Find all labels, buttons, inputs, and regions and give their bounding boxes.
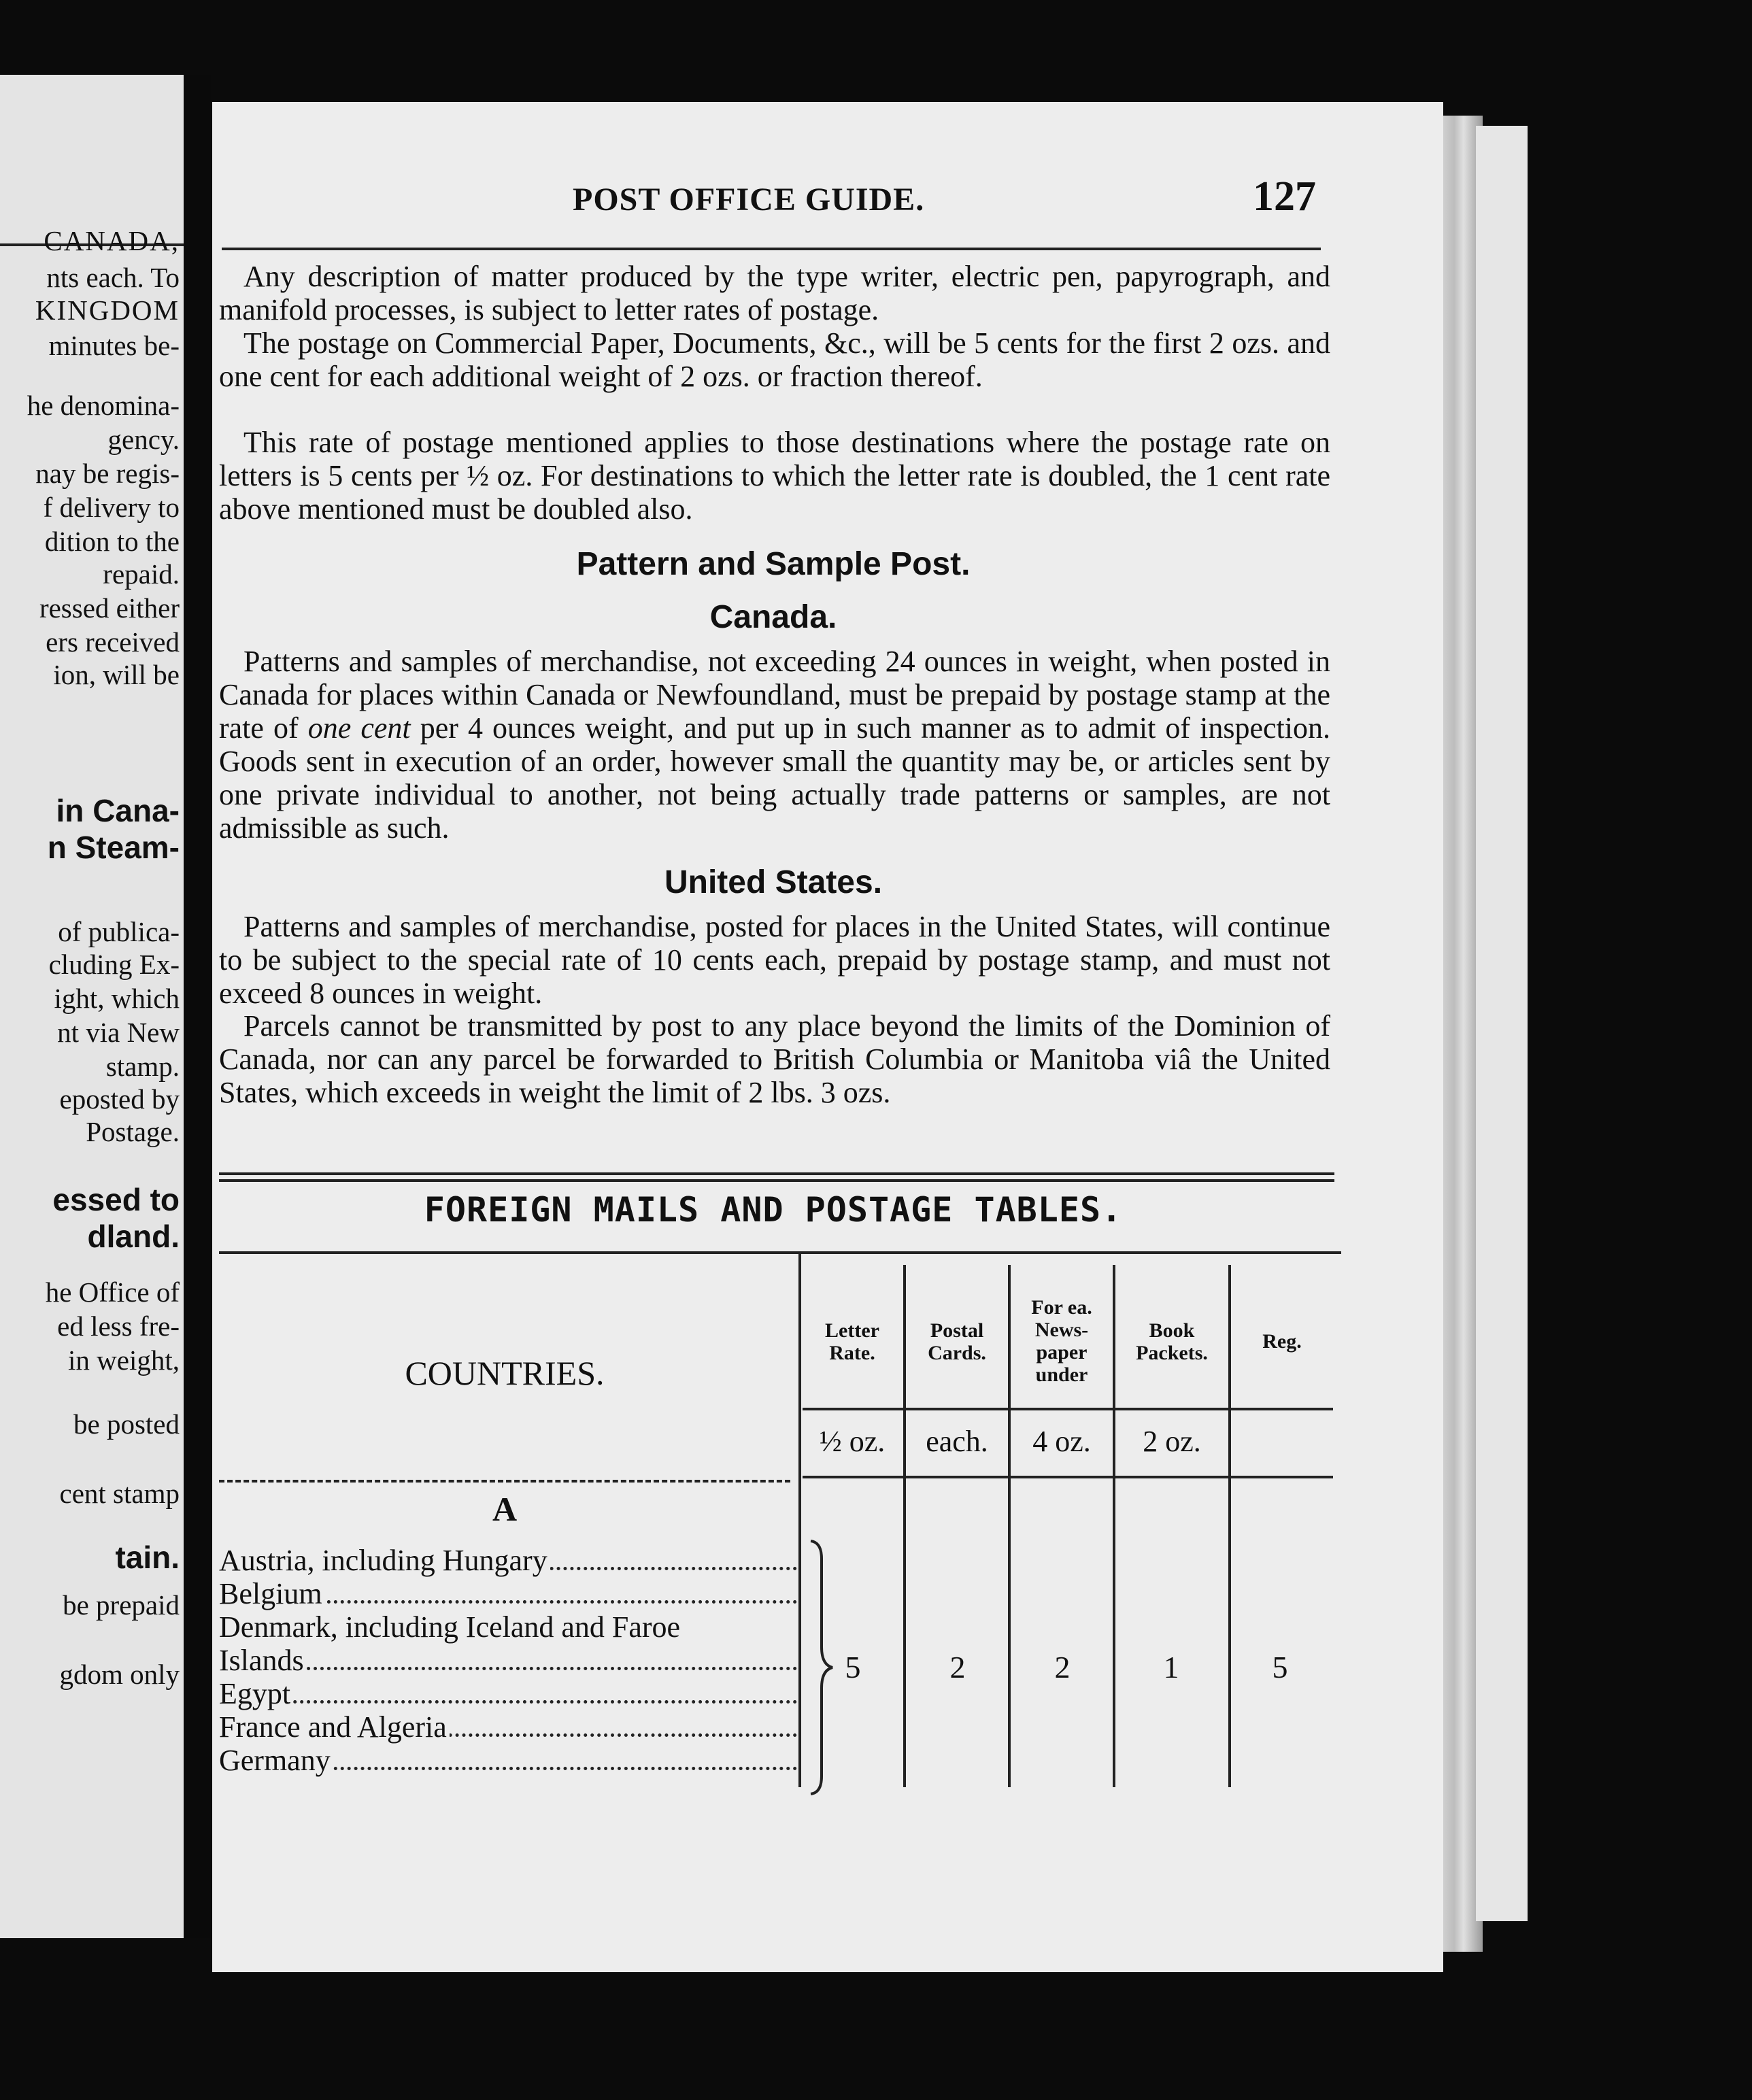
unit-book-packets: 2 oz. [1143,1425,1201,1458]
previous-page-text-fragment: tain. [115,1540,180,1575]
country-row: Denmark, including Iceland and Faroe [219,1610,797,1644]
previous-page-fragment [0,75,184,1938]
paragraph-typewriter: Any description of matter produced by the type writer, electric pen, papyrograph, and manifold processes, is subject to letter rates of postage. [219,260,1330,326]
previous-page-text-fragment: gdom only [59,1659,180,1690]
country-row: Austria, including Hungary [219,1544,797,1577]
previous-page-text-fragment: ion, will be [53,659,180,690]
section-rule-bottom [219,1179,1334,1182]
previous-page-text-fragment: he denomina- [27,390,180,421]
column-divider [1228,1265,1231,1787]
previous-page-text-fragment: KINGDOM [35,294,180,326]
heading-united-states: United States. [664,864,883,900]
column-divider [903,1265,906,1787]
country-row: Belgium [219,1577,797,1610]
previous-page-text-fragment: f delivery to [43,492,180,523]
rate-newspaper: 2 [1054,1650,1071,1684]
previous-page-text-fragment: Postage. [86,1116,180,1147]
rate-registration: 5 [1272,1650,1288,1684]
previous-page-text-fragment: repaid. [103,558,180,590]
unit-postal-cards: each. [926,1425,988,1458]
previous-page-text-fragment: in weight, [68,1344,180,1376]
unit-newspaper: 4 oz. [1032,1425,1091,1458]
previous-page-text-fragment: ers received [46,626,180,658]
paragraph-rate-doubling: This rate of postage mentioned applies to those destinations where the postage rate on letters is 5 cents per ½ oz. For destinations to which the letter rate is doubled, the 1 cent rate above mentioned must be doubled also. [219,426,1330,526]
paragraph-canada-patterns: Patterns and samples of merchandise, not exceeding 24 ounces in weight, when posted in Canada for places within Canada or Newfoundland, must be prepaid by postage stamp at the rate of one cent per 4 ounces weight, and put up in such manner as to admit of inspection. Goods sent in execution of an order, however small the quantity may be, or articles sent by one private individual to another, not being actually trade patterns or samples, are not admissible as such. [219,645,1330,845]
paragraph-parcels: Parcels cannot be transmitted by post to any place beyond the limits of the Dominion of Canada, nor can any parcel be forwarded to British Columbia or Manitoba viâ the United States, which exceeds in weight the limit of 2 lbs. 3 ozs. [219,1009,1330,1109]
country-row: Islands [219,1644,797,1677]
section-letter: A [492,1490,518,1528]
column-header-postal-cards: Postal Cards. [928,1319,986,1364]
page-number: 127 [1253,173,1316,220]
previous-page-text-fragment: he Office of [45,1276,180,1308]
unit-row-rule [803,1408,1333,1410]
page-127 [212,102,1443,1972]
previous-page-text-fragment: in Cana- [56,793,180,828]
previous-page-text-fragment: nts each. To [46,262,180,293]
previous-page-text-fragment: n Steam- [47,830,180,865]
column-header-book-packets: Book Packets. [1136,1319,1208,1364]
previous-page-text-fragment: CANADA, [44,225,180,256]
previous-page-text-fragment: dland. [87,1219,180,1254]
column-divider [1008,1265,1011,1787]
previous-page-text-fragment: nt via New [57,1017,180,1048]
previous-page-text-fragment: ed less fre- [57,1310,180,1342]
previous-page-text-fragment: minutes be- [48,330,180,361]
column-header-countries: COUNTRIES. [405,1354,605,1392]
section-rule-top [219,1172,1334,1175]
countries-header-rule [219,1480,790,1483]
previous-page-text-fragment: be prepaid [63,1589,180,1621]
paragraph-commercial-paper: The postage on Commercial Paper, Documents, &c., will be 5 cents for the first 2 ozs. and one cent for each additional weight of 2 ozs. or fraction thereof. [219,326,1330,393]
previous-page-text-fragment: essed to [52,1182,180,1217]
country-row: Egypt [219,1677,797,1710]
previous-page-text-fragment: gency. [107,424,180,455]
table-title: FOREIGN MAILS AND POSTAGE TABLES. [424,1190,1123,1230]
country-row: Germany [219,1744,797,1777]
previous-page-text-fragment: cent stamp [59,1478,180,1509]
previous-page-text-fragment: eposted by [59,1083,180,1115]
previous-page-text-fragment: cluding Ex- [48,949,180,980]
column-header-letter-rate: Letter Rate. [825,1319,879,1364]
rate-postal-card: 2 [949,1650,966,1684]
rate-book-packets: 1 [1163,1650,1179,1684]
running-header: POST OFFICE GUIDE. [573,182,925,218]
previous-page-text-fragment: ight, which [54,983,180,1014]
column-header-registration: Reg. [1262,1330,1302,1353]
column-divider [1113,1265,1115,1787]
column-divider [798,1251,801,1787]
rate-letter: 5 [845,1650,861,1684]
column-header-newspaper: For ea. News-paper under [1031,1296,1092,1386]
table-top-rule [219,1251,1341,1254]
previous-page-text-fragment: nay be regis- [35,458,180,489]
country-row: France and Algeria [219,1710,797,1744]
unit-letter-rate: ½ oz. [819,1425,886,1458]
previous-page-text-fragment: dition to the [44,526,180,557]
header-rule [222,248,1321,250]
previous-page-text-fragment: stamp. [105,1051,180,1082]
previous-page-text-fragment: of publica- [58,916,180,947]
heading-pattern-sample-post: Pattern and Sample Post. [576,546,971,582]
previous-page-text-fragment: ressed either [39,592,180,624]
heading-canada: Canada. [709,599,837,635]
back-cover [1476,126,1528,1921]
paragraph-us-patterns: Patterns and samples of merchandise, posted for places in the United States, will continue to be subject to the special rate of 10 cents each, prepaid by postage stamp, and must not exceed 8 ounces in weight. [219,910,1330,1010]
previous-page-text-fragment: be posted [73,1408,180,1440]
book-gutter [184,75,211,1938]
header-bottom-rule [803,1476,1333,1478]
